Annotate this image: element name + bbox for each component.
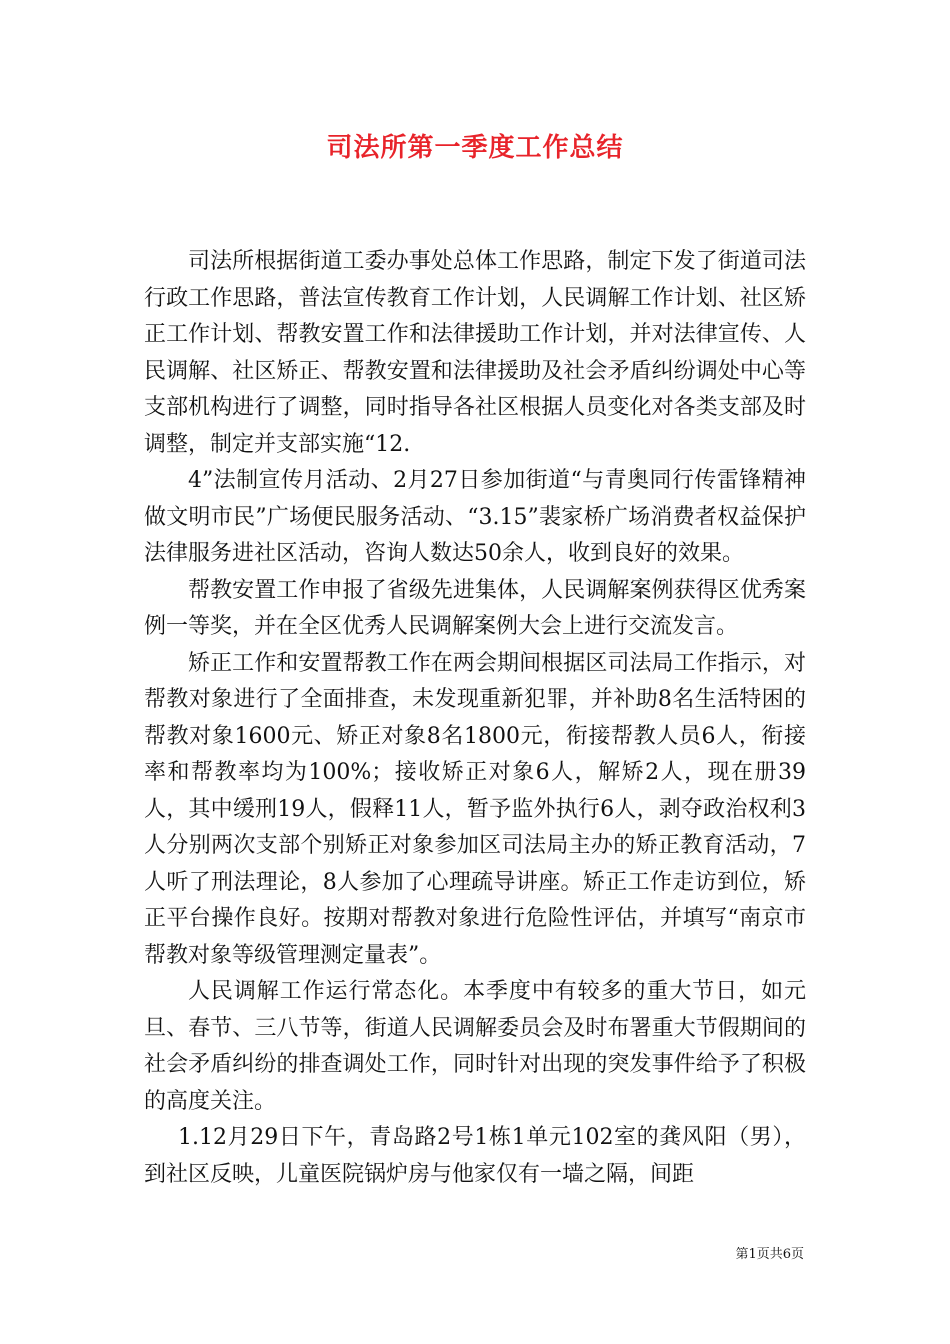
document-body bbox=[144, 244, 806, 1193]
paragraph: 人民调解工作运行常态化。本季度中有较多的重大节日，如元旦、春节、三八节等，街道人民调解委员会及时布署重大节假期间的社会矛盾纠纷的排查调处工作，同时针对出现的突发事件给予了积极的高度关注。 bbox=[144, 979, 806, 1114]
paragraph: 帮教安置工作申报了省级先进集体，人民调解案例获得区优秀案例一等奖，并在全区优秀人民调解案例大会上进行交流发言。 bbox=[144, 577, 806, 639]
paragraph: 矫正工作和安置帮教工作在两会期间根据区司法局工作指示，对帮教对象进行了全面排查，未发现重新犯罪，并补助8名生活特困的帮教对象1600元、矫正对象8名1800元，衔接帮教人员6人，衔接率和帮教率均为100%；接收矫正对象6人，解矫2人，现在册39人，其中缓刑19人，假释11人，暂予监外执行6人，剥夺政治权利3人分别两次支部个别矫正对象参加区司法局主办的矫正教育活动，7人听了刑法理论，8人参加了心理疏导讲座。矫正工作走访到位，矫正平台操作良好。按期对帮教对象进行危险性评估，并填写“南京市帮教对象等级管理测定量表”。 bbox=[144, 650, 806, 968]
paragraph: 1.12月29日下午，青岛路2号1栋1单元102室的龚风阳（男），到社区反映，儿童医院锅炉房与他家仅有一墙之隔，间距 bbox=[144, 1125, 806, 1187]
page-number: 第1页共6页 bbox=[735, 1247, 804, 1262]
paragraph: 司法所根据街道工委办事处总体工作思路，制定下发了街道司法行政工作思路，普法宣传教育工作计划，人民调解工作计划、社区矫正工作计划、帮教安置工作和法律援助工作计划，并对法律宣传、人民调解、社区矫正、帮教安置和法律援助及社会矛盾纠纷调处中心等支部机构进行了调整，同时指导各社区根据人员变化对各类支部及时调整，制定并支部实施“12. bbox=[144, 249, 806, 457]
page-title: 司法所第一季度工作总结 bbox=[326, 133, 624, 163]
paragraph: 4”法制宣传月活动、2月27日参加街道“与青奥同行传雷锋精神做文明市民”广场便民服务活动、“3.15”裴家桥广场消费者权益保护法律服务进社区活动，咨询人数达50余人，收到良好的效果。 bbox=[144, 468, 806, 566]
